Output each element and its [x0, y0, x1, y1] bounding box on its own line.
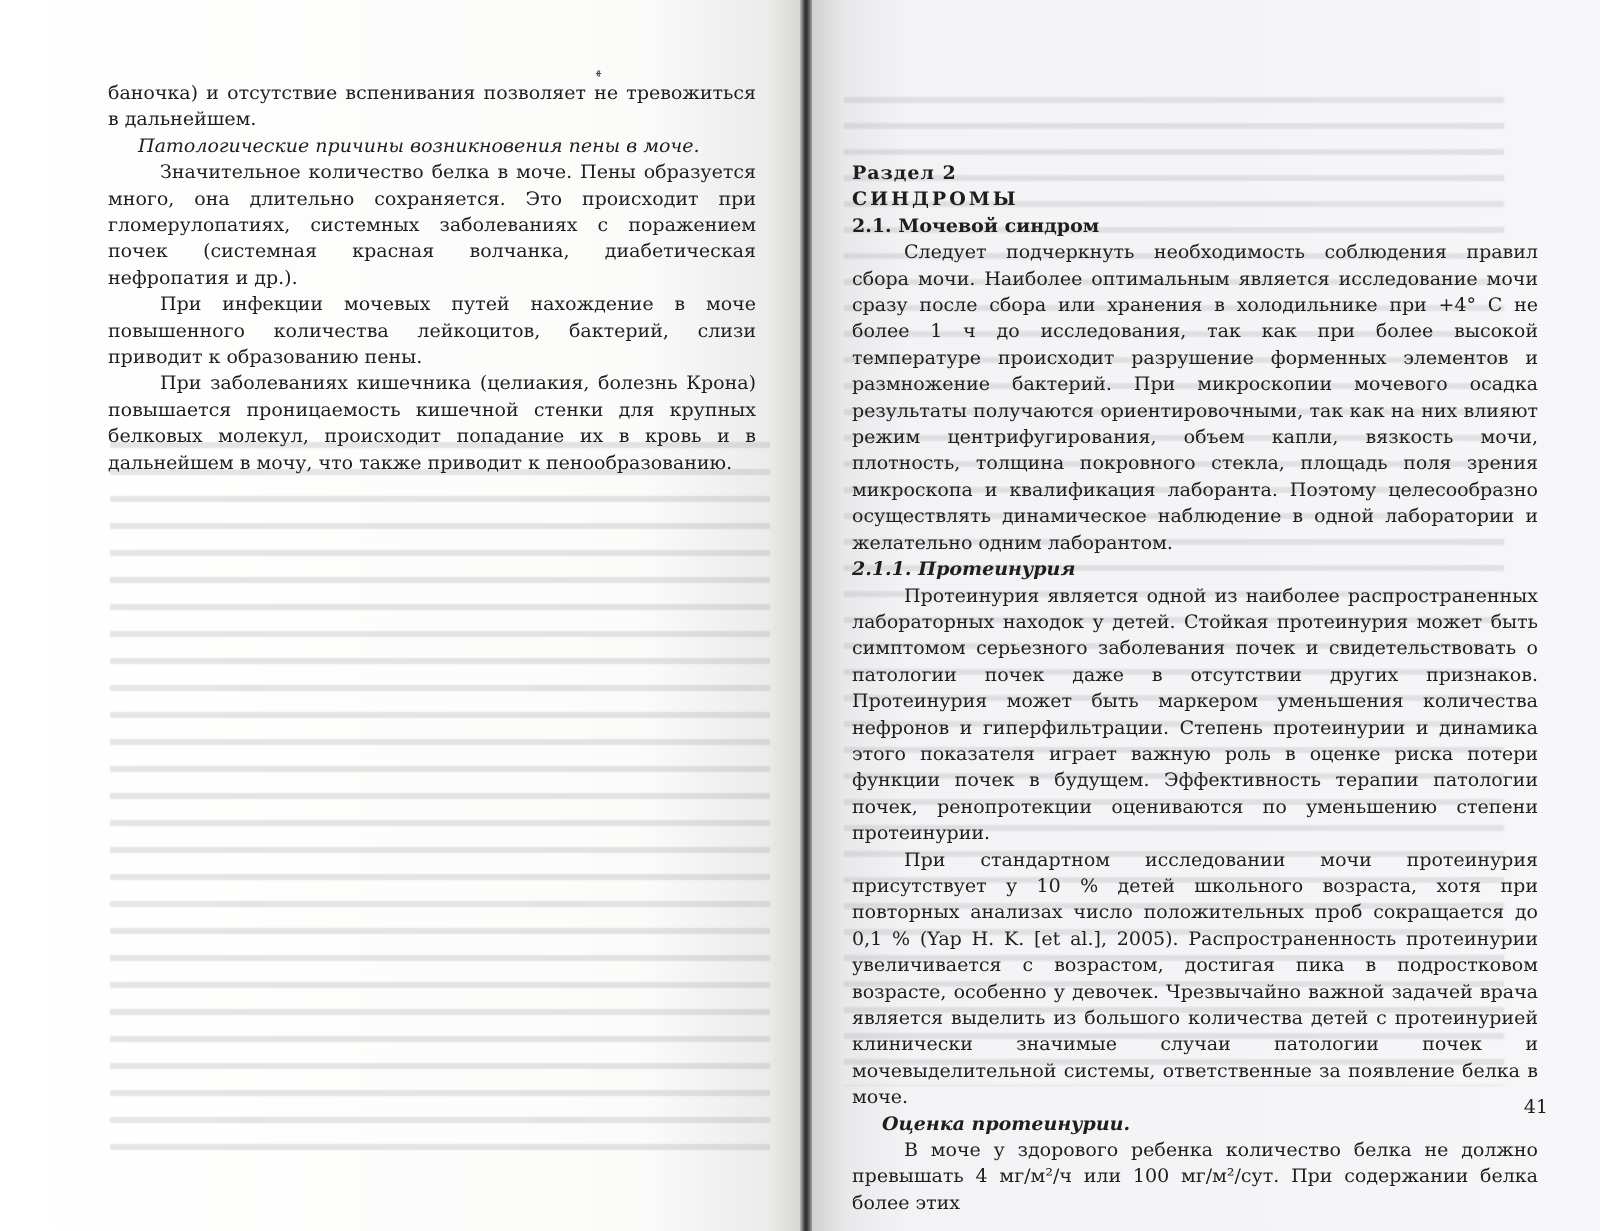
subheading-proteinuria: 2.1.1. Протеинурия — [852, 558, 1076, 581]
paragraph-urine-collection: Следует подчеркнуть необходимость соблюдения правил сбора мочи. Наиболее оптимальным является исследование мочи сразу после сбора или хранения в холодильнике при +4° С не более 1 ч до исследования, так как при более высокой температуре происходит разрушение форменных элементов и размножение бактерий. При микроскопии мочевого осадка результаты получаются ориентировочными, так как на них влияют режим центрифугирования, объем капли, вязкость мочи, плотность, толщина покровного стекла, площадь поля зрения микроскопа и квалификация лаборанта. Поэтому целесообразно осуществлять динамическое наблюдение в одной лаборатории и желательно одним лаборантом. — [852, 241, 1538, 554]
scan-mark: ﻬ — [596, 64, 602, 77]
left-page-text — [108, 80, 756, 476]
left-paragraph-continuation: баночка) и отсутствие вспенивания позволяет не тревожиться в дальнейшем. — [108, 82, 756, 131]
left-paragraph-protein: Значительное количество белка в моче. Пены образуется много, она длительно сохраняется. Это происходит при гломерулопатиях, системных заболеваниях с поражением почек (системная красная волчанка, диабетическая нефропатия и др.). — [108, 161, 756, 289]
heading-urinary-syndrome: 2.1. Мочевой синдром — [852, 214, 1100, 237]
section-title: СИНДРОМЫ — [852, 188, 1019, 211]
subheading-proteinuria-assessment: Оценка протеинурии. — [882, 1112, 1131, 1135]
paragraph-protein-norm: В моче у здорового ребенка количество белка не должно превышать 4 мг/м²/ч или 100 мг/м²/сут. При содержании белка более этих — [852, 1139, 1538, 1214]
section-label: Раздел 2 — [852, 162, 957, 184]
left-paragraph-intestine: При заболеваниях кишечника (целиакия, болезнь Крона) повышается проницаемость кишечной стенки для крупных белковых молекул, происходит попадание их в кровь и в дальнейшем в мочу, что также приводит к пенообразованию. — [108, 372, 756, 474]
right-page-text — [852, 160, 1538, 1216]
show-through-text-left — [110, 430, 770, 1150]
paragraph-proteinuria-prevalence: При стандартном исследовании мочи протеинурия присутствует у 10 % детей школьного возраста, хотя при повторных анализах число положительных проб сокращается до 0,1 % (Yap H. K. [et al.], 2005). Распространенность протеинурии увеличивается с возрастом, достигая пика в подростковом возрасте, особенно у девочек. Чрезвычайно важной задачей врача является выделить из большого количества детей с протеинурией клинически значимые случаи патологии почек и мочевыделительной системы, ответственные за появление белка в моче. — [852, 848, 1538, 1109]
left-paragraph-infection: При инфекции мочевых путей нахождение в моче повышенного количества лейкоцитов, бактерий, слизи приводит к образованию пены. — [108, 293, 756, 369]
page-number: 41 — [1523, 1096, 1548, 1118]
paragraph-proteinuria-definition: Протеинурия является одной из наиболее распространенных лабораторных находок у детей. Стойкая протеинурия может быть симптомом серьезного заболевания почек и свидетельствовать о патологии почек даже в отсутствии других признаков. Протеинурия может быть маркером уменьшения количества нефронов и гиперфильтрации. Степень протеинурии и динамика этого показателя играет важную роль в оценке риска потери функции почек в будущем. Эффективность терапии патологии почек, ренопротекции оцениваются по уменьшению степени протеинурии. — [852, 584, 1538, 845]
book-gutter — [800, 0, 812, 1231]
left-italic-heading: Патологические причины возникновения пены в моче. — [138, 134, 700, 157]
right-page — [812, 0, 1600, 1231]
